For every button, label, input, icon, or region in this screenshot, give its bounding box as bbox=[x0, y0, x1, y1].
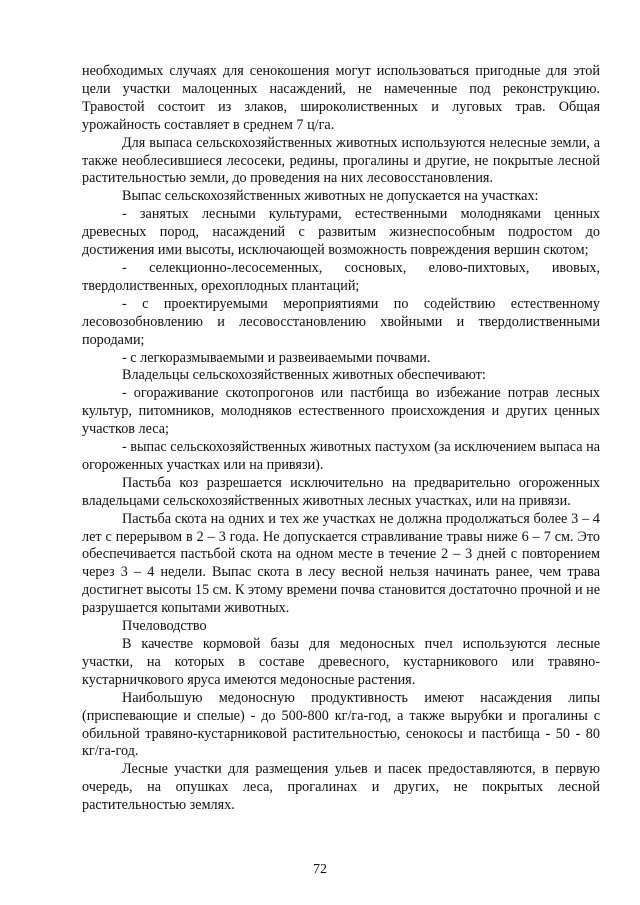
paragraph: Пастьба скота на одних и тех же участках не должна продолжаться более 3 – 4 лет с перерывом в 2 – 3 года. Не допускается стравливание травы ниже 6 – 7 см. Это обеспечивается пастьбой скота на одном месте в течение 2 – 3 дней с повторением через 3 – 4 недели. Выпас скота в лесу весной нельзя начинать ранее, чем трава достигнет высоты 15 см. К этому времени почва становится достаточно прочной и не разрушается копытами животных. bbox=[82, 510, 600, 617]
paragraph: Владельцы сельскохозяйственных животных обеспечивают: bbox=[122, 367, 486, 384]
paragraph: Выпас сельскохозяйственных животных не допускается на участках: bbox=[122, 188, 539, 205]
list-item: - занятых лесными культурами, естественными молодняками ценных древесных пород, насаждений с развитым жизнеспособным подростом до достижения ими высоты, исключающей возможность повреждения вершин скотом; bbox=[82, 206, 600, 259]
document-body bbox=[82, 63, 600, 815]
paragraph: Наибольшую медоносную продуктивность имеют насаждения липы (приспевающие и спелые) - до 500-800 кг/га-год, а также вырубки и прогалины с обильной травяно-кустарниковой растительностью, сенокосы и пастбища - 50 - 80 кг/га-год. bbox=[82, 689, 600, 760]
paragraph: Лесные участки для размещения ульев и пасек предоставляются, в первую очередь, на опушках леса, прогалинах и других, не покрытых лесной растительностью землях. bbox=[82, 761, 600, 814]
paragraph: необходимых случаях для сенокошения могут использоваться пригодные для этой цели участки малоценных насаждений, не намеченные под реконструкцию. Травостой состоит из злаков, широколиственных и луговых трав. Общая урожайность составляет в среднем 7 ц/га. bbox=[82, 63, 600, 133]
list-item: - с легкоразмываемыми и развеиваемыми почвами. bbox=[122, 349, 431, 366]
list-item: - с проектируемыми мероприятиями по содействию естественному лесовозобновлению и лесовосстановлению хвойными и твердолиственными породами; bbox=[82, 295, 600, 348]
section-heading: Пчеловодство bbox=[122, 618, 207, 635]
paragraph: Пастьба коз разрешается исключительно на предварительно огороженных владельцами сельскохозяйственных животных лесных участках, или на привязи. bbox=[82, 474, 600, 509]
paragraph: В качестве кормовой базы для медоносных пчел используются лесные участки, на которых в составе древесного, кустарникового или травяно-кустарничкового яруса имеются медоносные растения. bbox=[82, 636, 600, 688]
paragraph: Для выпаса сельскохозяйственных животных используются нелесные земли, а также необлесившиеся лесосеки, редины, прогалины и другие, не покрытые лесной растительностью земли, до проведения на них лесовосстановления. bbox=[82, 134, 600, 187]
page-number: 72 bbox=[313, 862, 327, 877]
list-item: - выпас сельскохозяйственных животных пастухом (за исключением выпаса на огороженных участках или на привязи). bbox=[82, 439, 600, 473]
list-item: - селекционно-лесосеменных, сосновых, елово-пихтовых, ивовых, твердолиственных, орехоплодных плантаций; bbox=[82, 259, 600, 294]
list-item: - огораживание скотопрогонов или пастбища во избежание потрав лесных культур, питомников, молодняков естественного происхождения и других ценных участков леса; bbox=[82, 385, 600, 438]
